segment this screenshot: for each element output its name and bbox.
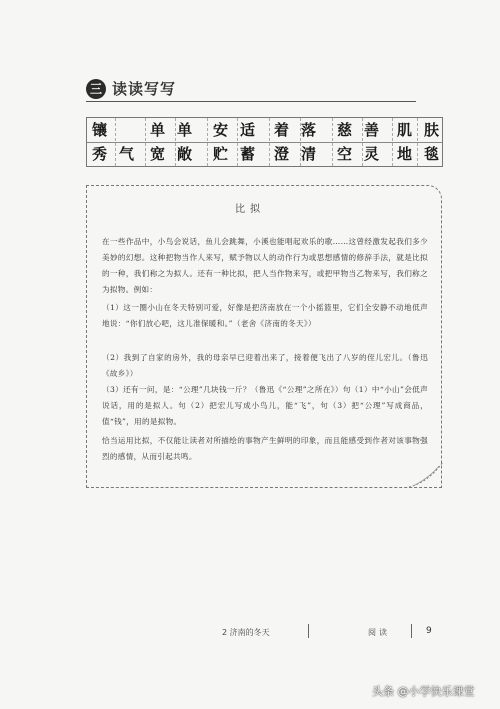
grid-divider (362, 118, 363, 166)
grid-divider (332, 118, 333, 166)
footer-unit-label: 阅读 (368, 628, 390, 637)
grid-divider (392, 118, 393, 166)
grid-divider (175, 118, 176, 166)
box-paragraph: 在一些作品中，小鸟会说话，鱼儿会跳舞，小溪也能唱起欢乐的歌……这曾经激发起我们多少美妙的幻想。这种把物当作人来写，赋予物以人的动作行为或思想感情的修辞手法，就是比拟的一种，我们称之为拟人。还有一种比拟，把人当作物来写，或把甲物当乙物来写，我们称之为拟物。例如： (102, 237, 428, 294)
word-cell: 慈善 (337, 121, 392, 139)
word-cell: 空灵 (337, 145, 392, 163)
word-cell: 单单 (150, 121, 205, 139)
watermark: 头条 @小学快乐课堂 (372, 685, 475, 698)
footer-lesson-title: 2 济南的冬天 (222, 628, 270, 637)
section-title: 读读写写 (112, 80, 177, 98)
word-cell: 肌肤 (397, 121, 452, 139)
word-cell: 地毯 (397, 145, 452, 163)
section-number-badge: 三 (86, 79, 106, 99)
word-cell: 镶 (92, 121, 120, 139)
grid-divider (269, 118, 270, 166)
grid-divider (207, 118, 208, 166)
section-header (86, 78, 176, 99)
box-paragraph: 恰当运用比拟，不仅能让读者对所描绘的事物产生鲜明的印象，而且能感受到作者对该事物强烈的感情，从而引起共鸣。 (102, 436, 428, 461)
word-cell: 澄清 (274, 145, 329, 163)
word-cell: 秀气 (92, 145, 147, 163)
copy-grid (86, 117, 452, 167)
grid-divider (300, 118, 301, 166)
word-cell: 贮蓄 (213, 145, 268, 163)
grid-divider (145, 118, 146, 166)
box-paragraph: （2）我到了自家的房外，我的母亲早已迎着出来了，接着便飞出了八岁的侄儿宏儿。（鲁迅《故乡》） (102, 353, 428, 378)
grid-divider (417, 118, 418, 166)
word-cell: 着落 (274, 121, 329, 139)
box-paragraph: （1）这一圈小山在冬天特别可爱，好像是把济南放在一个小摇篮里，它们全安静不动地低声地说：“你们放心吧，这儿准保暖和。”（老舍《济南的冬天》） (102, 303, 428, 328)
copy-grid-row-2 (87, 142, 452, 166)
word-cell: 安适 (213, 121, 268, 139)
footer-divider (411, 624, 412, 638)
page-number: 9 (426, 626, 432, 636)
copy-grid-row-1 (87, 118, 452, 143)
grid-divider (115, 118, 116, 166)
section-underline (86, 101, 416, 102)
box-paragraph: （3）还有一问，是：“公理”几块钱一斤？（鲁迅《“公理”之所在》）句（1）中“小山”会低声说话，用的是拟人。句（2）把宏儿写成小鸟儿，能“飞”，句（3）把“公理”写成商品，值“钱”，用的是拟物。 (102, 385, 428, 426)
footer-divider (308, 624, 309, 638)
word-cell: 宽敞 (150, 145, 205, 163)
box-title: 比拟 (235, 204, 265, 215)
grid-divider (237, 118, 238, 166)
